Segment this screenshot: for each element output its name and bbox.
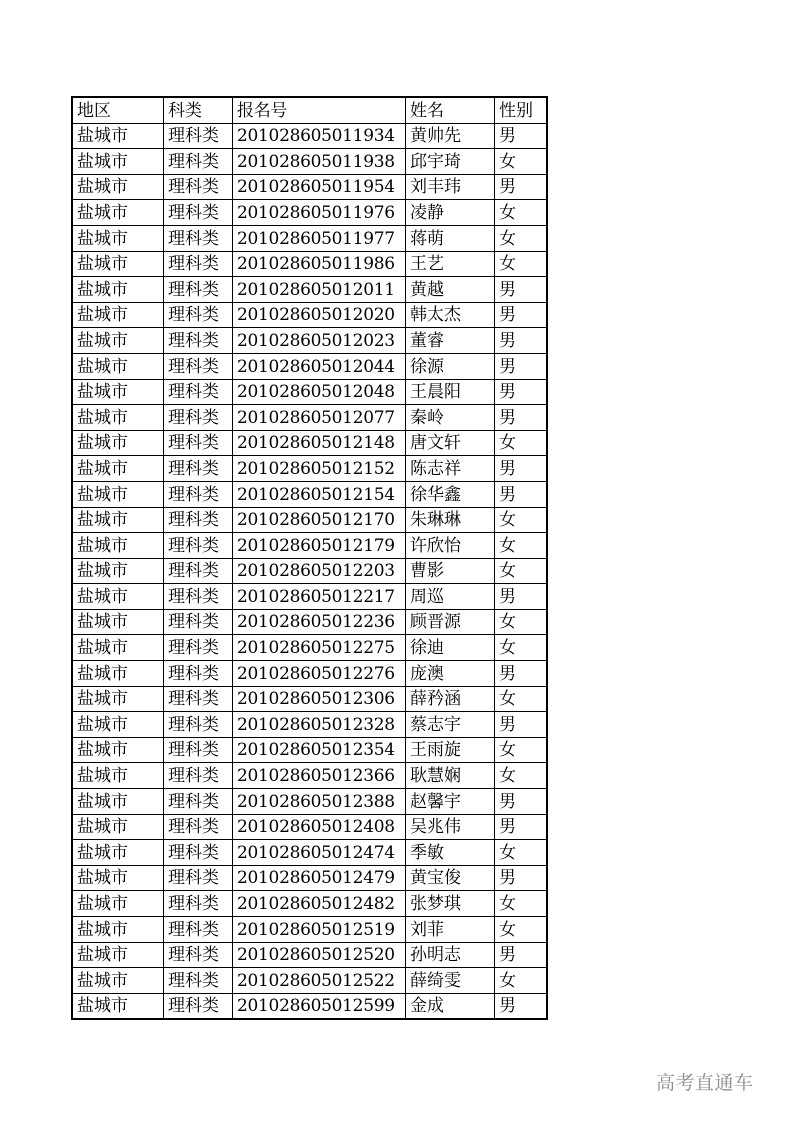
cell-registration-number: 201028605012366 bbox=[233, 763, 406, 789]
cell-gender: 女 bbox=[495, 149, 548, 175]
cell-gender: 女 bbox=[495, 686, 548, 712]
cell-registration-number: 201028605012217 bbox=[233, 584, 406, 610]
cell-registration-number: 201028605012020 bbox=[233, 302, 406, 328]
cell-region: 盐城市 bbox=[72, 814, 164, 840]
cell-name: 庞澳 bbox=[406, 661, 495, 687]
cell-category: 理科类 bbox=[164, 379, 233, 405]
cell-region: 盐城市 bbox=[72, 584, 164, 610]
table-row bbox=[72, 968, 547, 994]
cell-name: 王艺 bbox=[406, 251, 495, 277]
cell-region: 盐城市 bbox=[72, 917, 164, 943]
cell-gender: 男 bbox=[495, 174, 548, 200]
cell-gender: 男 bbox=[495, 277, 548, 303]
table-row bbox=[72, 558, 547, 584]
table-row bbox=[72, 891, 547, 917]
cell-name: 吴兆伟 bbox=[406, 814, 495, 840]
cell-gender: 男 bbox=[495, 584, 548, 610]
cell-category: 理科类 bbox=[164, 917, 233, 943]
table-row bbox=[72, 609, 547, 635]
cell-category: 理科类 bbox=[164, 149, 233, 175]
cell-region: 盐城市 bbox=[72, 174, 164, 200]
cell-category: 理科类 bbox=[164, 456, 233, 482]
cell-name: 黄帅先 bbox=[406, 123, 495, 149]
cell-category: 理科类 bbox=[164, 225, 233, 251]
cell-name: 曹影 bbox=[406, 558, 495, 584]
cell-category: 理科类 bbox=[164, 942, 233, 968]
cell-category: 理科类 bbox=[164, 635, 233, 661]
cell-gender: 男 bbox=[495, 942, 548, 968]
cell-registration-number: 201028605012203 bbox=[233, 558, 406, 584]
cell-region: 盐城市 bbox=[72, 149, 164, 175]
cell-registration-number: 201028605012482 bbox=[233, 891, 406, 917]
cell-gender: 男 bbox=[495, 481, 548, 507]
cell-registration-number: 201028605012077 bbox=[233, 405, 406, 431]
cell-region: 盐城市 bbox=[72, 277, 164, 303]
cell-gender: 女 bbox=[495, 200, 548, 226]
cell-category: 理科类 bbox=[164, 814, 233, 840]
table-row bbox=[72, 814, 547, 840]
cell-name: 薛矜涵 bbox=[406, 686, 495, 712]
cell-category: 理科类 bbox=[164, 686, 233, 712]
cell-region: 盐城市 bbox=[72, 968, 164, 994]
cell-name: 金成 bbox=[406, 993, 495, 1019]
table-row bbox=[72, 328, 547, 354]
cell-registration-number: 201028605011977 bbox=[233, 225, 406, 251]
cell-region: 盐城市 bbox=[72, 840, 164, 866]
cell-gender: 女 bbox=[495, 917, 548, 943]
cell-registration-number: 201028605012236 bbox=[233, 609, 406, 635]
cell-name: 唐文轩 bbox=[406, 430, 495, 456]
cell-region: 盐城市 bbox=[72, 379, 164, 405]
cell-region: 盐城市 bbox=[72, 763, 164, 789]
cell-name: 韩太杰 bbox=[406, 302, 495, 328]
cell-name: 季敏 bbox=[406, 840, 495, 866]
cell-name: 蒋萌 bbox=[406, 225, 495, 251]
cell-registration-number: 201028605012170 bbox=[233, 507, 406, 533]
cell-gender: 女 bbox=[495, 635, 548, 661]
cell-registration-number: 201028605012519 bbox=[233, 917, 406, 943]
cell-name: 刘菲 bbox=[406, 917, 495, 943]
cell-registration-number: 201028605012354 bbox=[233, 737, 406, 763]
cell-name: 周巡 bbox=[406, 584, 495, 610]
table-row bbox=[72, 302, 547, 328]
cell-registration-number: 201028605012011 bbox=[233, 277, 406, 303]
table-row bbox=[72, 661, 547, 687]
cell-gender: 男 bbox=[495, 993, 548, 1019]
cell-category: 理科类 bbox=[164, 584, 233, 610]
cell-gender: 男 bbox=[495, 405, 548, 431]
cell-region: 盐城市 bbox=[72, 712, 164, 738]
header-name: 姓名 bbox=[406, 97, 495, 123]
cell-region: 盐城市 bbox=[72, 558, 164, 584]
cell-registration-number: 201028605011934 bbox=[233, 123, 406, 149]
cell-name: 黄越 bbox=[406, 277, 495, 303]
cell-gender: 女 bbox=[495, 225, 548, 251]
cell-gender: 女 bbox=[495, 507, 548, 533]
header-region: 地区 bbox=[72, 97, 164, 123]
cell-region: 盐城市 bbox=[72, 686, 164, 712]
table-row bbox=[72, 789, 547, 815]
cell-registration-number: 201028605012408 bbox=[233, 814, 406, 840]
cell-region: 盐城市 bbox=[72, 251, 164, 277]
cell-category: 理科类 bbox=[164, 405, 233, 431]
cell-registration-number: 201028605012152 bbox=[233, 456, 406, 482]
table-row bbox=[72, 763, 547, 789]
table-row bbox=[72, 456, 547, 482]
table-row bbox=[72, 507, 547, 533]
header-row bbox=[72, 97, 547, 123]
cell-category: 理科类 bbox=[164, 481, 233, 507]
table-row bbox=[72, 225, 547, 251]
cell-region: 盐城市 bbox=[72, 200, 164, 226]
cell-category: 理科类 bbox=[164, 507, 233, 533]
cell-category: 理科类 bbox=[164, 558, 233, 584]
cell-region: 盐城市 bbox=[72, 661, 164, 687]
cell-registration-number: 201028605012023 bbox=[233, 328, 406, 354]
cell-gender: 女 bbox=[495, 968, 548, 994]
table-row bbox=[72, 686, 547, 712]
cell-registration-number: 201028605012044 bbox=[233, 353, 406, 379]
cell-name: 黄宝俊 bbox=[406, 865, 495, 891]
cell-category: 理科类 bbox=[164, 302, 233, 328]
table-row bbox=[72, 353, 547, 379]
header-category: 科类 bbox=[164, 97, 233, 123]
cell-category: 理科类 bbox=[164, 123, 233, 149]
cell-category: 理科类 bbox=[164, 251, 233, 277]
cell-region: 盐城市 bbox=[72, 405, 164, 431]
cell-region: 盐城市 bbox=[72, 533, 164, 559]
cell-category: 理科类 bbox=[164, 737, 233, 763]
cell-category: 理科类 bbox=[164, 661, 233, 687]
table-row bbox=[72, 533, 547, 559]
cell-region: 盐城市 bbox=[72, 993, 164, 1019]
table-row bbox=[72, 277, 547, 303]
cell-gender: 男 bbox=[495, 814, 548, 840]
header-registration-number: 报名号 bbox=[233, 97, 406, 123]
cell-region: 盐城市 bbox=[72, 635, 164, 661]
cell-registration-number: 201028605012522 bbox=[233, 968, 406, 994]
cell-gender: 男 bbox=[495, 123, 548, 149]
cell-category: 理科类 bbox=[164, 968, 233, 994]
cell-name: 张梦琪 bbox=[406, 891, 495, 917]
cell-category: 理科类 bbox=[164, 609, 233, 635]
cell-registration-number: 201028605012328 bbox=[233, 712, 406, 738]
table-row bbox=[72, 481, 547, 507]
watermark-text: 高考直通车 bbox=[656, 1072, 754, 1094]
cell-registration-number: 201028605011938 bbox=[233, 149, 406, 175]
cell-name: 王雨旋 bbox=[406, 737, 495, 763]
cell-registration-number: 201028605012599 bbox=[233, 993, 406, 1019]
cell-name: 陈志祥 bbox=[406, 456, 495, 482]
cell-region: 盐城市 bbox=[72, 865, 164, 891]
header-gender: 性别 bbox=[495, 97, 548, 123]
cell-category: 理科类 bbox=[164, 430, 233, 456]
cell-region: 盐城市 bbox=[72, 507, 164, 533]
cell-region: 盐城市 bbox=[72, 942, 164, 968]
cell-registration-number: 201028605012388 bbox=[233, 789, 406, 815]
table-row bbox=[72, 993, 547, 1019]
cell-registration-number: 201028605012154 bbox=[233, 481, 406, 507]
cell-region: 盐城市 bbox=[72, 353, 164, 379]
cell-registration-number: 201028605012148 bbox=[233, 430, 406, 456]
cell-category: 理科类 bbox=[164, 353, 233, 379]
table-row bbox=[72, 712, 547, 738]
cell-region: 盐城市 bbox=[72, 225, 164, 251]
table-row bbox=[72, 942, 547, 968]
cell-name: 赵馨宇 bbox=[406, 789, 495, 815]
cell-category: 理科类 bbox=[164, 277, 233, 303]
cell-registration-number: 201028605011976 bbox=[233, 200, 406, 226]
cell-category: 理科类 bbox=[164, 993, 233, 1019]
table-row bbox=[72, 123, 547, 149]
cell-gender: 女 bbox=[495, 891, 548, 917]
cell-region: 盐城市 bbox=[72, 456, 164, 482]
cell-gender: 女 bbox=[495, 840, 548, 866]
table-row bbox=[72, 251, 547, 277]
table-row bbox=[72, 917, 547, 943]
table-row bbox=[72, 840, 547, 866]
cell-name: 秦岭 bbox=[406, 405, 495, 431]
table-body bbox=[72, 97, 547, 1019]
cell-name: 刘丰玮 bbox=[406, 174, 495, 200]
table-row bbox=[72, 379, 547, 405]
cell-region: 盐城市 bbox=[72, 328, 164, 354]
cell-category: 理科类 bbox=[164, 865, 233, 891]
cell-category: 理科类 bbox=[164, 763, 233, 789]
cell-name: 王晨阳 bbox=[406, 379, 495, 405]
cell-gender: 男 bbox=[495, 302, 548, 328]
cell-region: 盐城市 bbox=[72, 789, 164, 815]
cell-gender: 女 bbox=[495, 763, 548, 789]
cell-registration-number: 201028605011986 bbox=[233, 251, 406, 277]
cell-gender: 男 bbox=[495, 379, 548, 405]
cell-name: 薛绮雯 bbox=[406, 968, 495, 994]
table-row bbox=[72, 737, 547, 763]
table-row bbox=[72, 174, 547, 200]
admission-list-table bbox=[71, 96, 548, 1020]
cell-category: 理科类 bbox=[164, 328, 233, 354]
cell-name: 邱宇琦 bbox=[406, 149, 495, 175]
cell-registration-number: 201028605012275 bbox=[233, 635, 406, 661]
cell-gender: 女 bbox=[495, 533, 548, 559]
cell-category: 理科类 bbox=[164, 789, 233, 815]
cell-gender: 女 bbox=[495, 737, 548, 763]
cell-category: 理科类 bbox=[164, 891, 233, 917]
table-row bbox=[72, 635, 547, 661]
cell-registration-number: 201028605011954 bbox=[233, 174, 406, 200]
cell-gender: 女 bbox=[495, 430, 548, 456]
cell-registration-number: 201028605012479 bbox=[233, 865, 406, 891]
cell-name: 朱琳琳 bbox=[406, 507, 495, 533]
cell-gender: 女 bbox=[495, 558, 548, 584]
cell-name: 徐源 bbox=[406, 353, 495, 379]
cell-category: 理科类 bbox=[164, 840, 233, 866]
cell-region: 盐城市 bbox=[72, 123, 164, 149]
table-row bbox=[72, 405, 547, 431]
cell-name: 孙明志 bbox=[406, 942, 495, 968]
cell-name: 许欣怡 bbox=[406, 533, 495, 559]
cell-gender: 男 bbox=[495, 456, 548, 482]
cell-gender: 男 bbox=[495, 789, 548, 815]
cell-category: 理科类 bbox=[164, 200, 233, 226]
cell-gender: 女 bbox=[495, 609, 548, 635]
cell-registration-number: 201028605012474 bbox=[233, 840, 406, 866]
table-row bbox=[72, 865, 547, 891]
cell-name: 徐华鑫 bbox=[406, 481, 495, 507]
cell-registration-number: 201028605012520 bbox=[233, 942, 406, 968]
cell-name: 董睿 bbox=[406, 328, 495, 354]
cell-name: 徐迪 bbox=[406, 635, 495, 661]
cell-registration-number: 201028605012048 bbox=[233, 379, 406, 405]
table-row bbox=[72, 200, 547, 226]
table-row bbox=[72, 584, 547, 610]
cell-region: 盐城市 bbox=[72, 481, 164, 507]
cell-gender: 男 bbox=[495, 328, 548, 354]
cell-region: 盐城市 bbox=[72, 891, 164, 917]
cell-registration-number: 201028605012276 bbox=[233, 661, 406, 687]
cell-region: 盐城市 bbox=[72, 302, 164, 328]
cell-category: 理科类 bbox=[164, 712, 233, 738]
cell-gender: 女 bbox=[495, 251, 548, 277]
cell-gender: 男 bbox=[495, 712, 548, 738]
cell-category: 理科类 bbox=[164, 533, 233, 559]
table-row bbox=[72, 149, 547, 175]
cell-region: 盐城市 bbox=[72, 430, 164, 456]
cell-name: 凌静 bbox=[406, 200, 495, 226]
cell-region: 盐城市 bbox=[72, 737, 164, 763]
cell-name: 蔡志宇 bbox=[406, 712, 495, 738]
cell-category: 理科类 bbox=[164, 174, 233, 200]
cell-registration-number: 201028605012306 bbox=[233, 686, 406, 712]
cell-name: 顾晋源 bbox=[406, 609, 495, 635]
cell-region: 盐城市 bbox=[72, 609, 164, 635]
cell-name: 耿慧娴 bbox=[406, 763, 495, 789]
table-row bbox=[72, 430, 547, 456]
cell-registration-number: 201028605012179 bbox=[233, 533, 406, 559]
cell-gender: 男 bbox=[495, 865, 548, 891]
cell-gender: 男 bbox=[495, 353, 548, 379]
cell-gender: 男 bbox=[495, 661, 548, 687]
